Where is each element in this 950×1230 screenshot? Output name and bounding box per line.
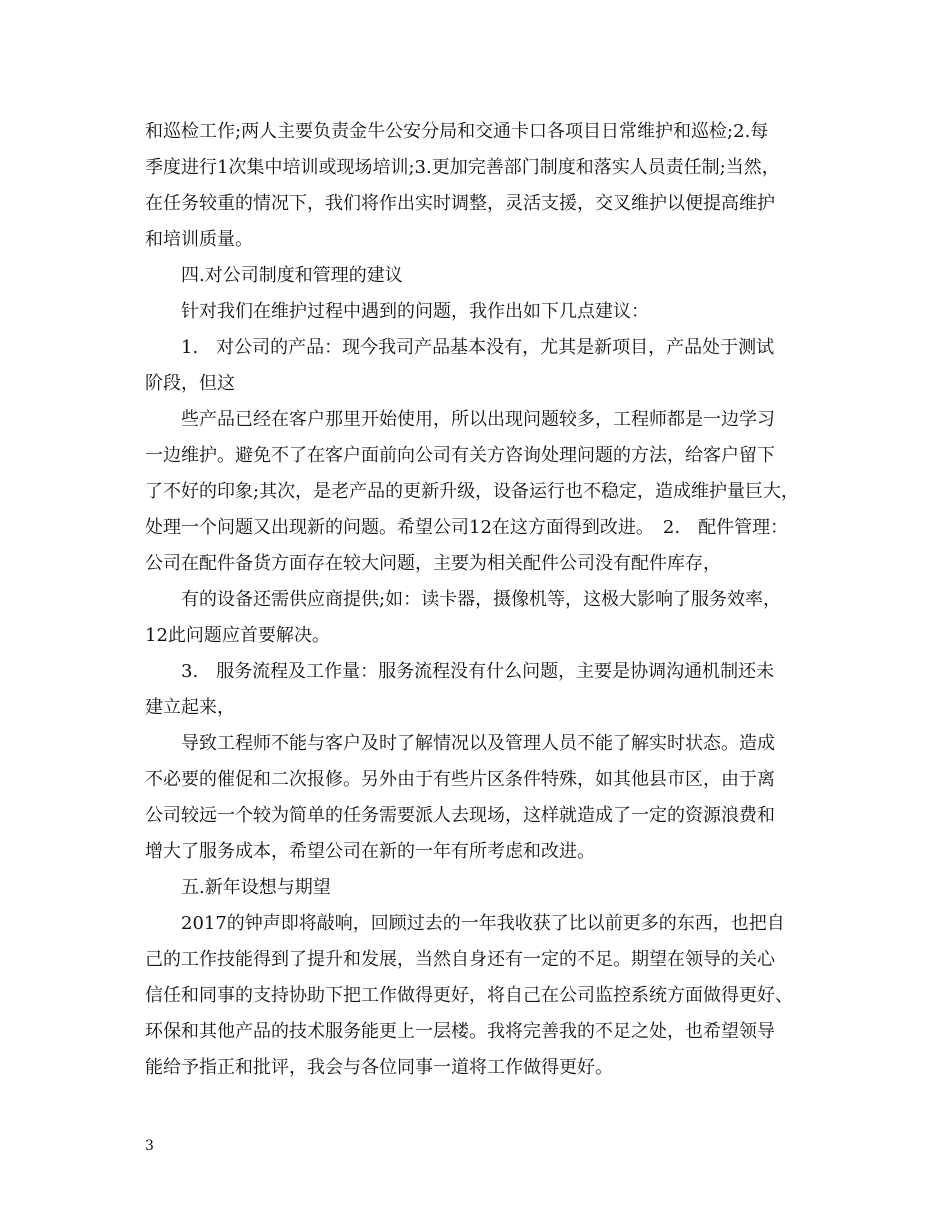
text-line: 了不好的印象;其次，是老产品的更新升级，设备运行也不稳定，造成维护量巨大， xyxy=(145,481,800,502)
text-line: 1. 对公司的产品：现今我司产品基本没有，尤其是新项目，产品处于测试 xyxy=(181,337,775,358)
text-line: 和培训质量。 xyxy=(145,229,253,250)
text-line: 四.对公司制度和管理的建议 xyxy=(181,265,403,286)
text-line: 五.新年设想与期望 xyxy=(181,877,331,898)
document-body xyxy=(145,114,825,1086)
text-line: 能给予指正和批评，我会与各位同事一道将工作做得更好。 xyxy=(145,1057,613,1078)
text-line: 环保和其他产品的技术服务能更上一层楼。我将完善我的不足之处，也希望领导 xyxy=(145,1021,775,1042)
text-line: 和巡检工作;两人主要负责金牛公安分局和交通卡口各项目日常维护和巡检;2.每 xyxy=(145,121,769,142)
text-line: 有的设备还需供应商提供;如：读卡器，摄像机等，这极大影响了服务效率， xyxy=(181,589,782,610)
text-line: 季度进行1次集中培训或现场培训;3.更加完善部门制度和落实人员责任制;当然， xyxy=(145,157,780,178)
text-line: 些产品已经在客户那里开始使用，所以出现问题较多，工程师都是一边学习 xyxy=(181,409,775,430)
text-line: 一边维护。避免不了在客户面前向公司有关方咨询处理问题的方法，给客户留下 xyxy=(145,445,775,466)
text-line: 处理一个问题又出现新的问题。希望公司12在这方面得到改进。 2. 配件管理： xyxy=(145,517,789,538)
text-line: 信任和同事的支持协助下把工作做得更好，将自己在公司监控系统方面做得更好、 xyxy=(145,985,793,1006)
text-line: 3. 服务流程及工作量：服务流程没有什么问题，主要是协调沟通机制还未 xyxy=(181,661,775,682)
text-line: 己的工作技能得到了提升和发展，当然自身还有一定的不足。期望在领导的关心 xyxy=(145,949,775,970)
text-line: 在任务较重的情况下，我们将作出实时调整，灵活支援，交叉维护以便提高维护 xyxy=(145,193,775,214)
text-line: 针对我们在维护过程中遇到的问题，我作出如下几点建议： xyxy=(181,301,649,322)
page-number: 3 xyxy=(145,1138,154,1154)
text-line: 建立起来， xyxy=(145,697,235,718)
text-line: 增大了服务成本，希望公司在新的一年有所考虑和改进。 xyxy=(145,841,595,862)
text-line: 公司较远一个较为简单的任务需要派人去现场，这样就造成了一定的资源浪费和 xyxy=(145,805,775,826)
text-line: 不必要的催促和二次报修。另外由于有些片区条件特殊，如其他县市区，由于离 xyxy=(145,769,775,790)
text-line: 2017的钟声即将敲响，回顾过去的一年我收获了比以前更多的东西，也把自 xyxy=(181,913,785,934)
text-line: 阶段，但这 xyxy=(145,373,235,394)
text-line: 导致工程师不能与客户及时了解情况以及管理人员不能了解实时状态。造成 xyxy=(181,733,775,754)
text-line: 12此问题应首要解决。 xyxy=(145,625,330,646)
text-line: 公司在配件备货方面存在较大问题，主要为相关配件公司没有配件库存， xyxy=(145,553,721,574)
